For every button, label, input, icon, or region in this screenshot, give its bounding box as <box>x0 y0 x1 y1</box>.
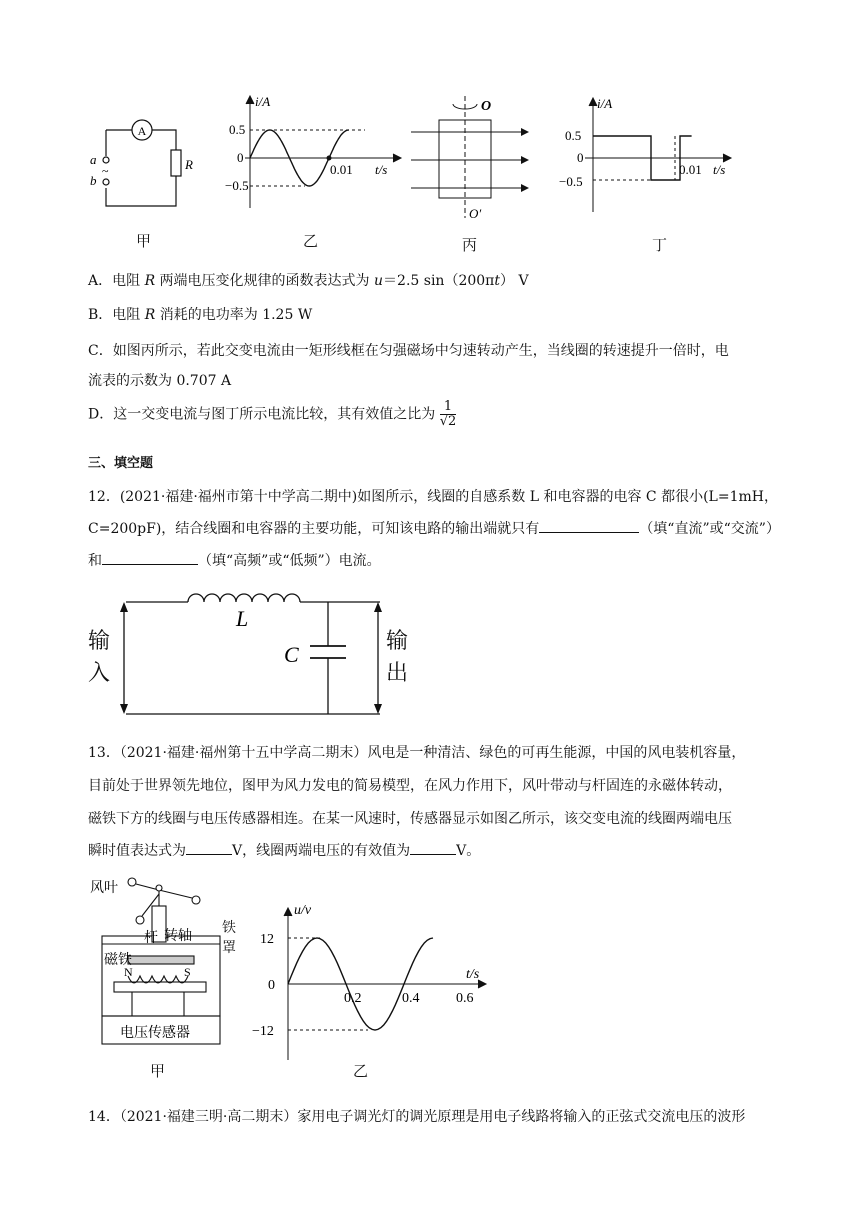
q12-line2: C=200pF)，结合线圈和电容器的主要功能，可知该电路的输出端就只有 （填“直流”或“交流”） <box>88 518 780 538</box>
magnet-label: 磁铁 <box>104 953 132 968</box>
xtick-label: 0.2 <box>344 991 362 1006</box>
option-d: D．这一交变电流与图丁所示电流比较，其有效值之比为 $\frac{1}{√2}$ <box>88 399 457 429</box>
resistor-symbol <box>171 150 181 176</box>
figure-bing-coil <box>405 94 535 224</box>
fraction: $\frac{1}{√2}$ <box>439 399 457 429</box>
ammeter-label: A <box>137 124 147 138</box>
output-label: 输出 <box>386 629 409 686</box>
figure-jia-circuit <box>84 108 204 218</box>
figure-wind-generator <box>88 876 248 1056</box>
ytick-bottom: −0.5 <box>559 174 583 189</box>
ytick-bottom: −0.5 <box>225 178 249 193</box>
q12-blank-2[interactable] <box>102 550 198 565</box>
axis-bottom-label: O′ <box>469 206 482 221</box>
caption-jia: 甲 <box>136 232 152 250</box>
ytick-label: 12 <box>260 932 274 947</box>
chart-voltage <box>250 896 490 1066</box>
pole-s-label: S <box>184 965 191 979</box>
terminal-a-label: a <box>90 152 97 167</box>
ytick-top: 0.5 <box>565 128 582 143</box>
xtick-label: 0.4 <box>402 991 420 1006</box>
ytick-label: −12 <box>252 1024 274 1039</box>
y-axis-label: i/A <box>255 94 271 109</box>
chart-yi-current <box>225 90 410 220</box>
ytick-zero: 0 <box>237 150 244 165</box>
q12-line1: 12．(2021·福建·福州市第十中学高二期中)如图所示，线圈的自感系数 L 和电容器的电容 C 都很小(L=1mH， <box>88 489 778 505</box>
cover-label: 铁罩 <box>222 920 236 956</box>
source-symbol: ~ <box>102 164 109 178</box>
sensor-label: 电压传感器 <box>120 1026 190 1041</box>
ytick-label: 0 <box>268 978 275 993</box>
resistor-label: R <box>185 157 193 172</box>
caption-bing: 丙 <box>462 236 478 254</box>
x-axis-label: t/s <box>713 162 726 177</box>
option-b: B．电阻 R 消耗的电功率为 1.25 W <box>88 307 313 323</box>
shaft-label: 转轴 <box>164 929 192 944</box>
figure-lc-circuit <box>84 586 414 726</box>
q13-line3: 磁铁下方的线圈与电压传感器相连。在某一风速时，传感器显示如图乙所示，该交变电流的线圈两端电压 <box>88 811 732 827</box>
option-c-line1: C．如图丙所示，若此交变电流由一矩形线框在匀强磁场中匀速转动产生，当线圈的转速提升一倍时，电 <box>88 343 729 359</box>
y-axis-label: i/A <box>597 96 613 111</box>
x-ticks <box>344 991 474 1006</box>
caption-ding: 丁 <box>652 236 668 254</box>
rod-label: 杆 <box>144 931 158 946</box>
caption-volt-yi: 乙 <box>353 1062 369 1080</box>
xtick: 0.01 <box>679 162 702 177</box>
y-ticks <box>252 932 275 1039</box>
terminal-b-label: b <box>90 173 97 188</box>
caption-yi: 乙 <box>303 232 319 250</box>
xtick: 0.01 <box>330 162 353 177</box>
q13-line2: 目前处于世界领先地位，图甲为风力发电的简易模型，在风力作用下，风叶带动与杆固连的永磁体转动， <box>88 778 732 794</box>
q13-blank-1[interactable] <box>186 840 232 855</box>
q14-line1: 14．（2021·福建三明·高二期末）家用电子调光灯的调光原理是用电子线路将输入的正弦式交流电压的波形 <box>88 1109 746 1125</box>
q13-blank-2[interactable] <box>410 840 456 855</box>
ytick-top: 0.5 <box>229 122 246 137</box>
blade-label: 风叶 <box>90 881 118 896</box>
q13-line4: 瞬时值表达式为 V，线圈两端电压的有效值为 V。 <box>88 840 480 860</box>
ytick-zero: 0 <box>577 150 584 165</box>
option-a: A．电阻 R 两端电压变化规律的函数表达式为 u＝2.5 sin（200πt） V <box>88 273 529 289</box>
inductor-label: L <box>236 606 249 631</box>
q12-blank-1[interactable] <box>539 518 639 533</box>
capacitor-label: C <box>284 642 299 667</box>
pole-n-label: N <box>124 965 133 979</box>
axis-top-label: O <box>481 99 492 114</box>
q13-line1: 13．（2021·福建·福州第十五中学高二期末）风电是一种清洁、绿色的可再生能源，中国的风电装机容量， <box>88 745 746 761</box>
input-label: 输入 <box>88 629 111 686</box>
section-title: 三、填空题 <box>88 456 154 471</box>
q12-line3: 和 （填“高频”或“低频”）电流。 <box>88 550 381 570</box>
inductor-symbol <box>188 594 300 602</box>
x-axis-label: t/s <box>466 967 480 982</box>
caption-wind-jia: 甲 <box>150 1062 166 1080</box>
y-axis-label: u/v <box>294 903 312 918</box>
option-c-line2: 流表的示数为 0.707 A <box>88 373 232 389</box>
chart-ding-current <box>553 92 738 217</box>
x-axis-label: t/s <box>375 162 388 177</box>
xtick-label: 0.6 <box>456 991 474 1006</box>
